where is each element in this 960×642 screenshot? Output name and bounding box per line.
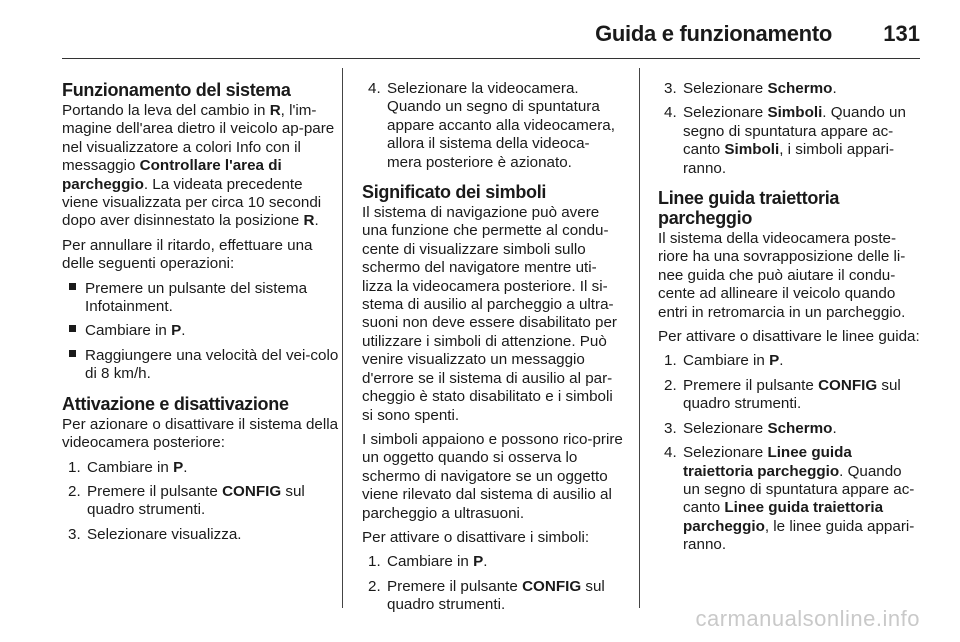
list-item: 4. Selezionare Simboli. Quando un segno di spuntatura appare ac-canto Simboli, i simboli appari-ranno. — [664, 104, 906, 177]
list-item: 1. Cambiare in P. — [368, 553, 488, 571]
list-item: Premere un pulsante del sistema Infotainment. — [62, 280, 342, 317]
steps-list — [658, 80, 920, 178]
paragraph-attivazione: Per azionare o disattivare il sistema della videocamera posteriore: — [62, 415, 339, 452]
column-2 — [362, 80, 624, 621]
bullet-list — [62, 280, 342, 384]
square-bullet-icon — [69, 325, 76, 332]
paragraph-linee-2: Per attivare o disattivare le linee guida: — [658, 328, 920, 346]
square-bullet-icon — [69, 350, 76, 357]
watermark: carmanualsonline.info — [695, 606, 920, 631]
list-item: 4. Selezionare la videocamera. Quando un segno di spuntatura appare accanto alla videocamera, allora il sistema della videoca-mera posteriore è azionato. — [368, 80, 615, 171]
steps-list — [658, 352, 920, 554]
column-divider-2 — [639, 68, 640, 608]
column-3 — [658, 80, 920, 561]
square-bullet-icon — [69, 283, 76, 290]
paragraph-simboli-2: I simboli appaiono e possono rico-prire un oggetto quando si osserva lo schermo di navigatore se un oggetto viene rilevato dal sistema di ausilio al parcheggio a ultrasuoni. — [362, 430, 623, 522]
paragraph-simboli-3: Per attivare o disattivare i simboli: — [362, 528, 590, 546]
heading-significato-simboli: Significato dei simboli — [362, 182, 547, 203]
list-item: 3. Selezionare Schermo. — [664, 80, 837, 97]
paragraph-cancel-delay: Per annullare il ritardo, effettuare una delle seguenti operazioni: — [62, 236, 313, 273]
list-item: 2. Premere il pulsante CONFIG sul quadro strumenti. — [368, 577, 605, 614]
list-item: 2. Premere il pulsante CONFIG sul quadro strumenti. — [68, 482, 305, 519]
paragraph-intro: Portando la leva del cambio in R, l'im-magine dell'area dietro il veicolo ap-pare nel visualizzatore a colori Info con il messaggio Controllare l'area di parcheggio. La videata precedente viene visualizzata per circa 10 secondi dopo aver disinnestato la posizione R. — [62, 102, 335, 230]
list-item: Raggiungere una velocità del vei-colo di 8 km/h. — [62, 347, 342, 384]
list-item: Cambiare in P. — [62, 322, 342, 340]
list-item: 3. Selezionare Schermo. — [664, 419, 837, 437]
paragraph-simboli-1: Il sistema di navigazione può avere una funzione che permette al condu-cente di visualizzare simboli sullo schermo del navigatore mentre uti-lizza la videocamera posteriore. Il si-stema di ausilio al parcheggio a ultra-suoni non deve essere disabilitato per utilizzare i simboli di attenzione. Può venire visualizzato un messaggio d'errore se il sistema di ausilio al par-cheggio è stato disabilitato e i simboli si sono spenti. — [362, 204, 617, 424]
heading-attivazione: Attivazione e disattivazione — [62, 393, 289, 414]
list-item: 4. Selezionare Linee guida traiettoria parcheggio. Quando un segno di spuntatura appare ac-canto Linee guida traiettoria parcheggio, le linee guida appari-ranno. — [664, 444, 915, 554]
paragraph-linee-1: Il sistema della videocamera poste-riore ha una sovrapposizione delle li-nee guida che può aiutare il condu-cente ad allineare il veicolo quando entri in retromarcia in un parcheggio. — [658, 230, 906, 321]
list-item: 2. Premere il pulsante CONFIG sul quadro strumenti. — [664, 376, 901, 413]
list-item: 1. Cambiare in P. — [664, 352, 784, 370]
list-item: 1. Cambiare in P. — [68, 458, 188, 476]
steps-list — [62, 459, 342, 545]
column-divider-1 — [342, 68, 343, 608]
list-item: 3. Selezionare visualizza. — [68, 525, 242, 543]
page-header — [62, 12, 920, 59]
column-1 — [62, 80, 342, 550]
page-title: Guida e funzionamento — [595, 21, 832, 46]
heading-linee-guida: Linee guida traiettoria parcheggio — [658, 188, 840, 229]
page-number: 131 — [883, 21, 920, 46]
steps-list — [362, 80, 624, 172]
steps-list — [362, 553, 624, 614]
heading-funzionamento: Funzionamento del sistema — [62, 80, 291, 100]
